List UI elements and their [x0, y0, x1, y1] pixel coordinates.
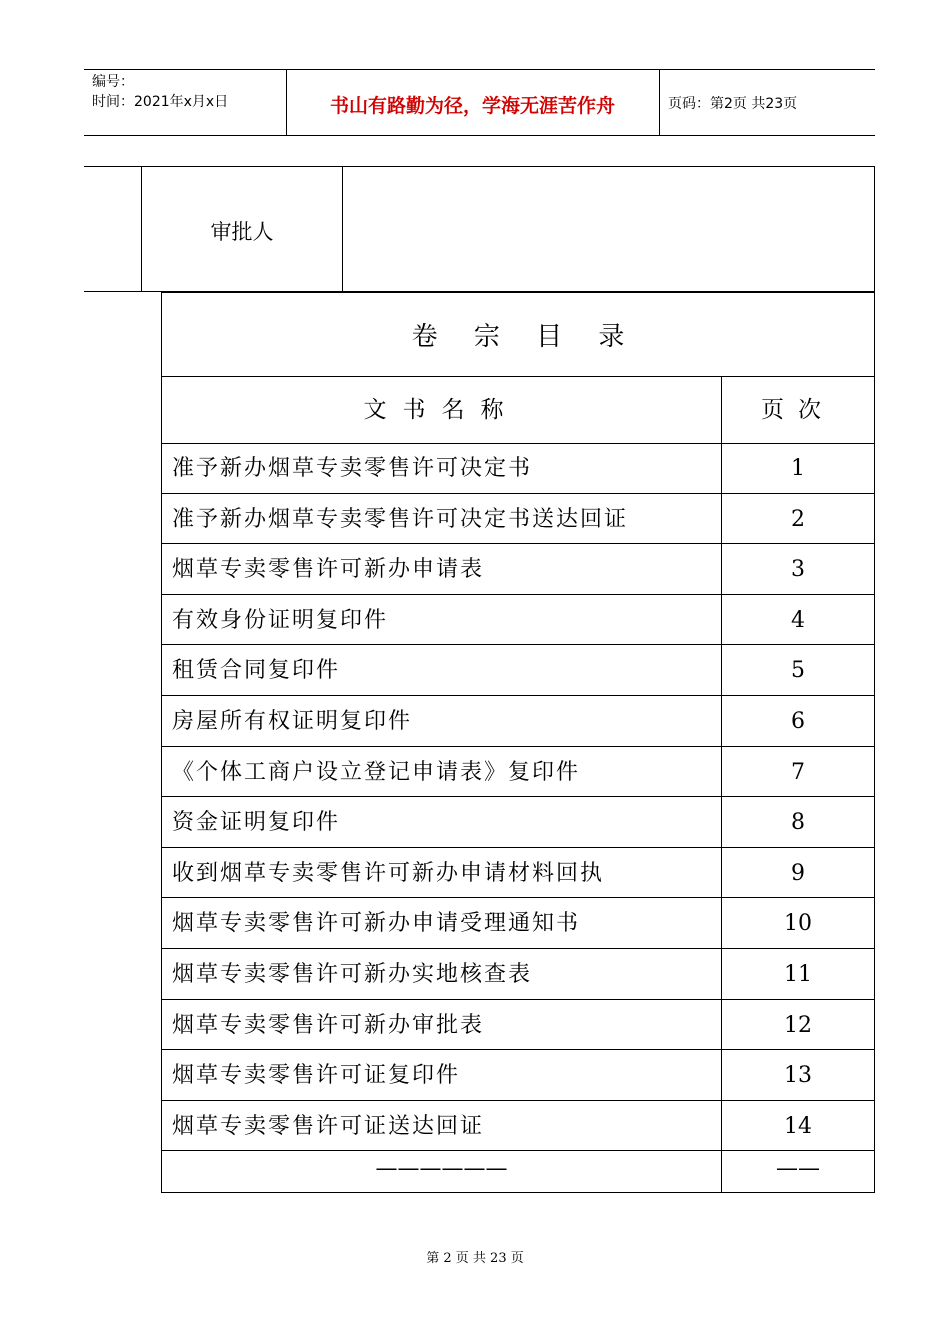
table-row: [162, 949, 874, 1000]
document-name: 烟草专卖零售许可证送达回证: [172, 1113, 485, 1139]
catalogue-title: 卷 宗 目 录: [162, 293, 874, 377]
blank-page-dashes: ——: [776, 1156, 820, 1182]
table-row: [162, 1050, 874, 1101]
column-header-page: 页次: [761, 397, 835, 423]
approval-table: [84, 166, 875, 292]
header-motto: 书山有路勤为径，学海无涯苦作舟: [329, 95, 615, 117]
header-top-rule: [84, 69, 875, 70]
catalogue-table: [161, 292, 875, 1193]
page-number: 13: [784, 1063, 812, 1089]
table-row: [162, 848, 874, 899]
document-name: 房屋所有权证明复印件: [172, 708, 413, 734]
table-row: [162, 1101, 874, 1152]
table-divider: [342, 166, 343, 292]
table-row: [162, 544, 874, 595]
table-row: [162, 797, 874, 848]
page-number: 6: [791, 708, 805, 734]
table-divider: [874, 166, 875, 292]
document-name: 准予新办烟草专卖零售许可决定书送达回证: [172, 506, 629, 532]
table-row: [162, 1151, 874, 1192]
column-header-name: 文书名称: [363, 397, 520, 423]
document-name: 烟草专卖零售许可新办申请受理通知书: [172, 911, 581, 937]
document-name: 烟草专卖零售许可新办实地核查表: [172, 961, 533, 987]
approver-label: 审批人: [210, 220, 274, 244]
table-row: [162, 898, 874, 949]
page-number: 14: [784, 1113, 812, 1139]
page-number: 2: [791, 506, 805, 532]
page-number: 10: [784, 911, 812, 937]
table-row: [162, 645, 874, 696]
catalogue-header-row: [162, 377, 874, 444]
page-number: 5: [791, 658, 805, 684]
document-name: 准予新办烟草专卖零售许可决定书: [172, 456, 533, 481]
page-number: 12: [784, 1012, 812, 1038]
page-number: 4: [791, 607, 805, 633]
header-bottom-rule: [84, 135, 875, 136]
page-number: 1: [791, 456, 805, 481]
table-row: [162, 696, 874, 747]
table-row: [162, 595, 874, 646]
blank-name-dashes: ——————: [375, 1156, 508, 1182]
table-rule: [84, 166, 875, 167]
document-name: 烟草专卖零售许可新办申请表: [172, 557, 485, 583]
document-name: 烟草专卖零售许可新办审批表: [172, 1012, 485, 1038]
table-row: [162, 747, 874, 798]
table-row: [162, 494, 874, 545]
document-name: 收到烟草专卖零售许可新办申请材料回执: [172, 860, 605, 886]
header-page-label: 页码：第2页 共23页: [668, 96, 798, 112]
page-footer: 第 2 页 共 23 页: [426, 1251, 524, 1266]
table-row: [162, 443, 874, 494]
page-number: 7: [791, 759, 805, 785]
serial-label: 编号：: [92, 74, 134, 90]
date-label: 时间：2021年x月x日: [92, 94, 229, 110]
catalogue-rows: [162, 443, 874, 1192]
document-name: 资金证明复印件: [172, 810, 341, 836]
header-divider: [659, 69, 660, 135]
table-row: [162, 1000, 874, 1051]
page-number: 3: [791, 557, 805, 583]
page-number: 8: [791, 810, 805, 836]
document-name: 烟草专卖零售许可证复印件: [172, 1063, 461, 1089]
document-name: 有效身份证明复印件: [172, 607, 389, 633]
document-name: 租赁合同复印件: [172, 658, 341, 684]
header-meta: [92, 72, 228, 112]
page-number: 9: [791, 860, 805, 886]
page-number: 11: [784, 961, 812, 987]
document-name: 《个体工商户设立登记申请表》复印件: [172, 759, 581, 785]
